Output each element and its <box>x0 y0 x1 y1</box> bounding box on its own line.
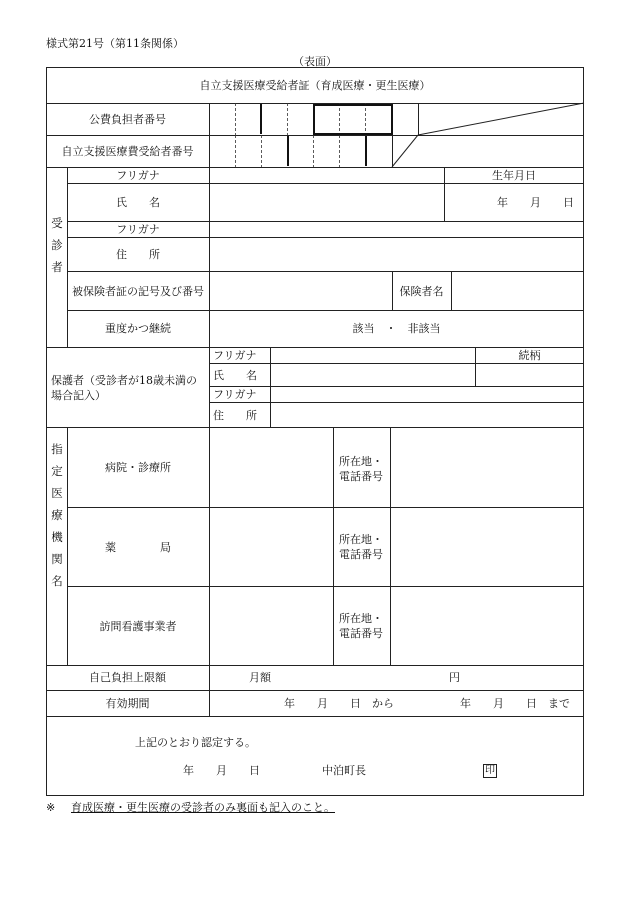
copay-monthly-label: 月額 <box>249 671 271 684</box>
recipient-number-label: 自立支援医療費受給者番号 <box>61 145 194 158</box>
footnote-text: 育成医療・更生医療の受診者のみ裏面も記入のこと。 <box>71 801 335 814</box>
guardian-furigana2-label: フリガナ <box>213 388 257 401</box>
visiting-nurse-label: 訪問看護事業者 <box>99 620 177 633</box>
pharmacy-location-label-2: 電話番号 <box>339 548 383 561</box>
guardian-label-line2: 場合記入） <box>51 389 106 402</box>
nurse-location-label-2: 電話番号 <box>339 627 383 640</box>
validity-period-label: 有効期間 <box>105 697 150 710</box>
birthdate-fields: 年 月 日 <box>497 196 574 209</box>
relation-label: 続柄 <box>518 349 541 362</box>
certification-date: 年 月 日 <box>183 764 260 777</box>
validity-from: 年 月 日 から <box>284 697 394 710</box>
birthdate-label: 生年月日 <box>492 169 536 182</box>
patient-section-label: 受診者 <box>51 216 63 274</box>
pharmacy-location-label-1: 所在地・ <box>339 533 383 546</box>
copay-yen: 円 <box>449 671 460 684</box>
form-title: 自立支援医療受給者証（育成医療・更生医療） <box>199 79 431 92</box>
guardian-name-label: 氏 名 <box>213 369 257 382</box>
guardian-address-label: 住 所 <box>213 409 257 422</box>
copay-limit-label: 自己負担上限額 <box>89 671 166 684</box>
insurance-card-label: 被保険者証の記号及び番号 <box>72 285 204 298</box>
patient-address-label: 住 所 <box>116 248 160 261</box>
severe-continuous-label: 重度かつ継続 <box>105 322 171 335</box>
patient-name-label: 氏 名 <box>116 196 160 209</box>
issuer-name: 中泊町長 <box>322 764 366 777</box>
guardian-furigana-label: フリガナ <box>213 349 257 362</box>
footnote-mark: ※ <box>46 801 56 814</box>
nurse-location-label-1: 所在地・ <box>339 612 383 625</box>
patient-furigana-label: フリガナ <box>116 169 160 182</box>
institutions-section-label: 指定医療機関名 <box>51 442 63 588</box>
certification-statement: 上記のとおり認定する。 <box>135 736 256 749</box>
guardian-label-line1: 保護者（受診者が18歳未満の <box>51 374 197 387</box>
seal-mark: 印 <box>485 765 495 776</box>
hospital-clinic-label: 病院・診療所 <box>105 461 171 474</box>
severe-options: 該当 ・ 非該当 <box>352 322 441 335</box>
form-number: 様式第21号（第11条関係） <box>46 37 184 50</box>
public-payer-number-label: 公費負担者番号 <box>89 113 166 126</box>
pharmacy-label: 薬 局 <box>105 541 171 554</box>
hospital-location-label-1: 所在地・ <box>339 455 383 468</box>
validity-to: 年 月 日 まで <box>460 697 570 710</box>
patient-furigana2-label: フリガナ <box>116 223 160 236</box>
hospital-location-label-2: 電話番号 <box>339 470 383 483</box>
insurer-label: 保険者名 <box>399 285 444 298</box>
side-label: （表面） <box>293 55 337 68</box>
